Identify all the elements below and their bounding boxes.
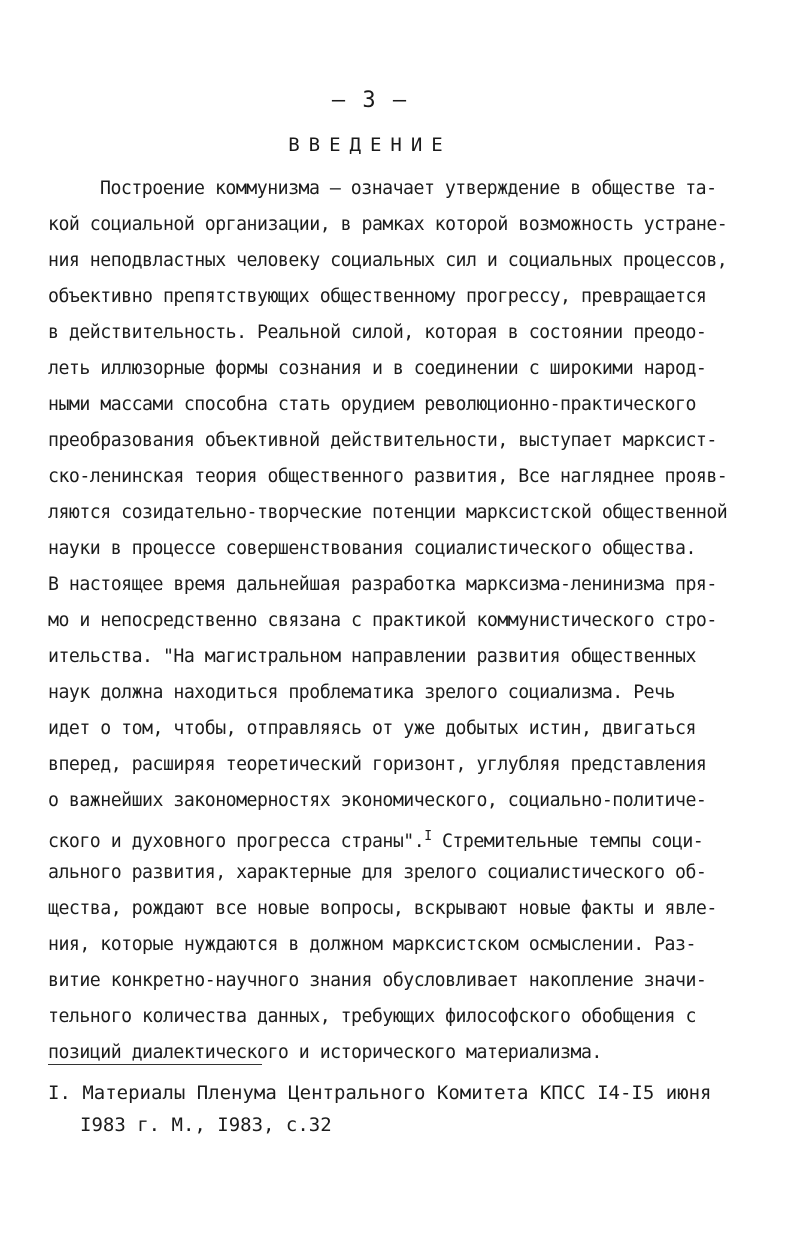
body-line-22: ния, которые нуждаются в должном марксистском осмыслении. Раз- xyxy=(48,934,696,955)
body-line-16: идет о том, чтобы, отправляясь от уже добытых истин, двигаться xyxy=(48,718,696,739)
body-line-2: кой социальной организации, в рамках которой возможность устране- xyxy=(48,214,728,235)
body-line-17: вперед, расширяя теоретический горизонт, углубляя представления xyxy=(48,754,707,775)
body-line-19 xyxy=(48,826,703,853)
body-line-11: науки в процессе совершенствования социалистического общества. xyxy=(48,538,696,559)
body-line-25: позиций диалектического и исторического материализма. xyxy=(48,1042,602,1063)
body-line-21: щества, рождают все новые вопросы, вскрывают новые факты и явле- xyxy=(48,898,717,919)
body-line-19-end: Стремительные темпы соци- xyxy=(431,831,704,852)
footnote-line-2: I983 г. М., I983, с.32 xyxy=(80,1114,332,1136)
body-line-10: ляются созидательно-творческие потенции марксистской общественной xyxy=(48,502,728,523)
body-line-5: в действительность. Реальной силой, которая в состоянии преодо- xyxy=(48,322,707,343)
body-line-19-start: ского и духовного прогресса страны". xyxy=(48,831,425,852)
footnote-line-1: I. Материалы Пленума Центрального Комитета КПСС I4-I5 июня xyxy=(48,1082,712,1104)
body-line-13: мо и непосредственно связана с практикой коммунистического стро- xyxy=(48,610,717,631)
page-number: – 3 – xyxy=(331,88,409,113)
body-line-6: леть иллюзорные формы сознания и в соединении с широкими народ- xyxy=(48,358,707,379)
section-heading: ВВЕДЕНИЕ xyxy=(288,134,452,156)
body-line-15: наук должна находиться проблематика зрелого социализма. Речь xyxy=(48,682,675,703)
footnote-divider xyxy=(48,1064,262,1065)
body-line-1: Построение коммунизма – означает утверждение в обществе та- xyxy=(100,178,717,199)
body-line-18: о важнейших закономерностях экономического, социально-политиче- xyxy=(48,790,707,811)
body-line-24: тельного количества данных, требующих философского обобщения с xyxy=(48,1006,696,1027)
body-line-23: витие конкретно-научного знания обусловливает накопление значи- xyxy=(48,970,707,991)
footnote-reference: I xyxy=(424,829,432,844)
body-line-7: ными массами способна стать орудием революционно-практического xyxy=(48,394,696,415)
body-line-20: ального развития, характерные для зрелого социалистического об- xyxy=(48,862,707,883)
body-line-8: преобразования объективной действительности, выступает марксист- xyxy=(48,430,717,451)
body-line-3: ния неподвластных человеку социальных сил и социальных процессов, xyxy=(48,250,728,271)
body-line-4: объективно препятствующих общественному прогрессу, превращается xyxy=(48,286,707,307)
body-line-9: ско-ленинская теория общественного развития, Все нагляднее прояв- xyxy=(48,466,728,487)
body-line-14: ительства. "На магистральном направлении развития общественных xyxy=(48,646,696,667)
body-line-12: В настоящее время дальнейшая разработка марксизма-ленинизма пря- xyxy=(48,574,717,595)
